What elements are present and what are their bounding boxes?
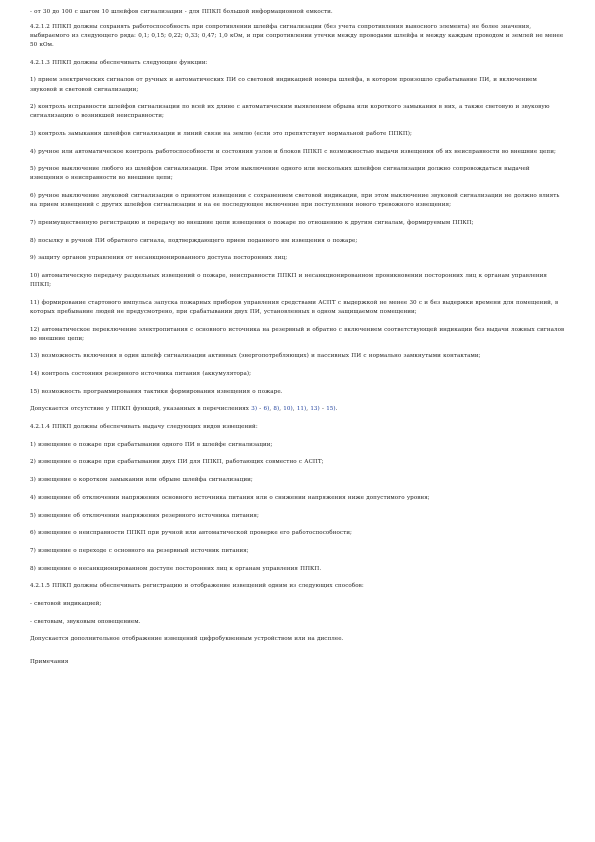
list-item-function-8: 8) посылку в ручной ПИ обратного сигнала, подтверждающего прием поданного им извещения о пожаре; <box>30 237 358 244</box>
additional-display-paragraph: Допускается дополнительное отображение извещений цифробуквенным устройством или на дисплее. <box>30 636 344 643</box>
link-item-15[interactable]: 15) <box>326 406 336 413</box>
list-item-function-2: 2) контроль исправности шлейфов сигнализации по всей их длине с автоматическим выявлением обрыва или короткого замыкания в них, а также световую и звуковую сигнализацию о возникшей неисправности; <box>30 104 550 120</box>
list-item-function-6: 6) ручное выключение звуковой сигнализации о принятом извещении с сохранением световой индикации, при этом выключение звуковой сигнализации не должно влиять на прием извещений с других шлейфов сигнализации и на ее последующее включение при поступлении нового тревожного извещения; <box>30 193 560 209</box>
allowed-absence-end: . <box>335 406 338 413</box>
list-item-notice-2: 2) извещение о пожаре при срабатывании двух ПИ для ППКП, работающих совместно с АСПТ; <box>30 459 324 466</box>
link-item-8[interactable]: 8) <box>273 406 280 413</box>
list-item-function-4: 4) ручное или автоматическое контроль работоспособности и состояния узлов и блоков ППКП с возможностью выдачи извещения об их неисправности во внешние цепи; <box>30 148 556 155</box>
link-item-10[interactable]: 10) <box>283 406 293 413</box>
list-item-display-2: - световым, звуковым оповещением. <box>30 618 141 625</box>
list-item-notice-8: 8) извещение о несанкционированном доступе посторонних лиц к органам управления ППКП. <box>30 565 322 572</box>
list-item-notice-4: 4) извещение об отключении напряжения основного источника питания или о снижении напряжения ниже допустимого уровня; <box>30 494 430 501</box>
paragraph-4-2-1-3: 4.2.1.3 ППКП должны обеспечивать следующие функции: <box>30 59 208 66</box>
notes-heading: Примечания <box>30 659 69 666</box>
link-item-3[interactable]: 3) <box>251 406 258 413</box>
paragraph-4-2-1-5: 4.2.1.5 ППКП должны обеспечивать регистрацию и отображение извещений одним из следующих способов: <box>30 583 364 590</box>
link-item-13[interactable]: 13) <box>310 406 320 413</box>
list-item-notice-5: 5) извещение об отключении напряжения резервного источника питания; <box>30 512 259 519</box>
list-item-function-5: 5) ручное выключение любого из шлейфов сигнализации. При этом выключение одного или нескольких шлейфов сигнализации должно сопровождаться выдачей извещения о неисправности во внешние цепи; <box>30 166 530 182</box>
list-item-function-11: 11) формирование стартового импульса запуска пожарных приборов управления средствами АСПТ с выдержкой не менее 30 с и без выдержки времени для помещений, в которых пребывание людей не предусмотрено, при срабатывании двух ПИ, установленных в одном защищаемом помещении; <box>30 299 559 315</box>
link-item-6[interactable]: 6) <box>263 406 270 413</box>
list-item-function-7: 7) преимущественную регистрацию и передачу во внешние цепи извещения о пожаре по отношению к другим сигналам, формируемым ППКП; <box>30 219 474 226</box>
document-page <box>30 8 565 676</box>
paragraph-4-2-1-2: 4.2.1.2 ППКП должны сохранять работоспособность при сопротивлении шлейфа сигнализации (без учета сопротивления выносного элемента) не более значения, выбираемого из следующего ряда: 0,1; 0,15; 0,22; 0,33; 0,47; 1,0 кОм, и при сопротивлении утечки между проводами шлейфа и между каждым проводом и землей не менее 50 кОм. <box>30 23 564 49</box>
allowed-absence-text: Допускается отсутствие у ППКП функций, указанных в перечислениях <box>30 406 252 413</box>
list-item-function-3: 3) контроль замыкания шлейфов сигнализации и линий связи на землю (если это препятствует нормальной работе ППКП); <box>30 131 412 138</box>
paragraph-range: - от 30 до 100 с шагом 10 шлейфов сигнализации - для ППКП большой информационной емкости. <box>30 9 333 15</box>
list-item-function-15: 15) возможность программирования тактики формирования извещения о пожаре. <box>30 388 283 395</box>
list-item-function-1: 1) прием электрических сигналов от ручных и автоматических ПИ со световой индикацией номера шлейфа, в котором произошло срабатывание ПИ, и включением звуковой и световой сигнализации; <box>30 77 537 93</box>
list-item-notice-1: 1) извещение о пожаре при срабатывании одного ПИ в шлейфе сигнализации; <box>30 441 273 448</box>
paragraph-4-2-1-4: 4.2.1.4 ППКП должны обеспечивать выдачу следующих видов извещений: <box>30 424 258 431</box>
list-item-display-1: - световой индикацией; <box>30 600 102 607</box>
list-item-function-9: 9) защиту органов управления от несанкционированного доступа посторонних лиц; <box>30 255 288 262</box>
link-item-11[interactable]: 11) <box>296 406 307 413</box>
list-item-notice-3: 3) извещение о коротком замыкании или обрыве шлейфа сигнализации; <box>30 477 253 484</box>
list-item-notice-6: 6) извещение о неисправности ППКП при ручной или автоматической проверке его работоспособности; <box>30 530 352 537</box>
list-item-function-12: 12) автоматическое переключение электропитания с основного источника на резервный и обратно с включением соответствующей индикации без выдачи ложных сигналов во внешние цепи; <box>30 326 565 342</box>
list-item-function-10: 10) автоматическую передачу раздельных извещений о пожаре, неисправности ППКП и несанкционированном проникновении посторонних лиц к органам управления ППКП; <box>30 273 548 289</box>
list-item-function-14: 14) контроль состояния резервного источника питания (аккумулятора); <box>30 371 252 378</box>
allowed-absence-paragraph: Допускается отсутствие у ППКП функций, указанных в перечислениях 3) - 6), 8), 10), 11), 13) - 15). <box>30 406 338 413</box>
list-item-notice-7: 7) извещение о переходе с основного на резервный источник питания; <box>30 547 249 554</box>
list-item-function-13: 13) возможность включения в один шлейф сигнализации активных (энергопотребляющих) и пассивных ПИ с нормально замкнутыми контактами; <box>30 353 481 360</box>
